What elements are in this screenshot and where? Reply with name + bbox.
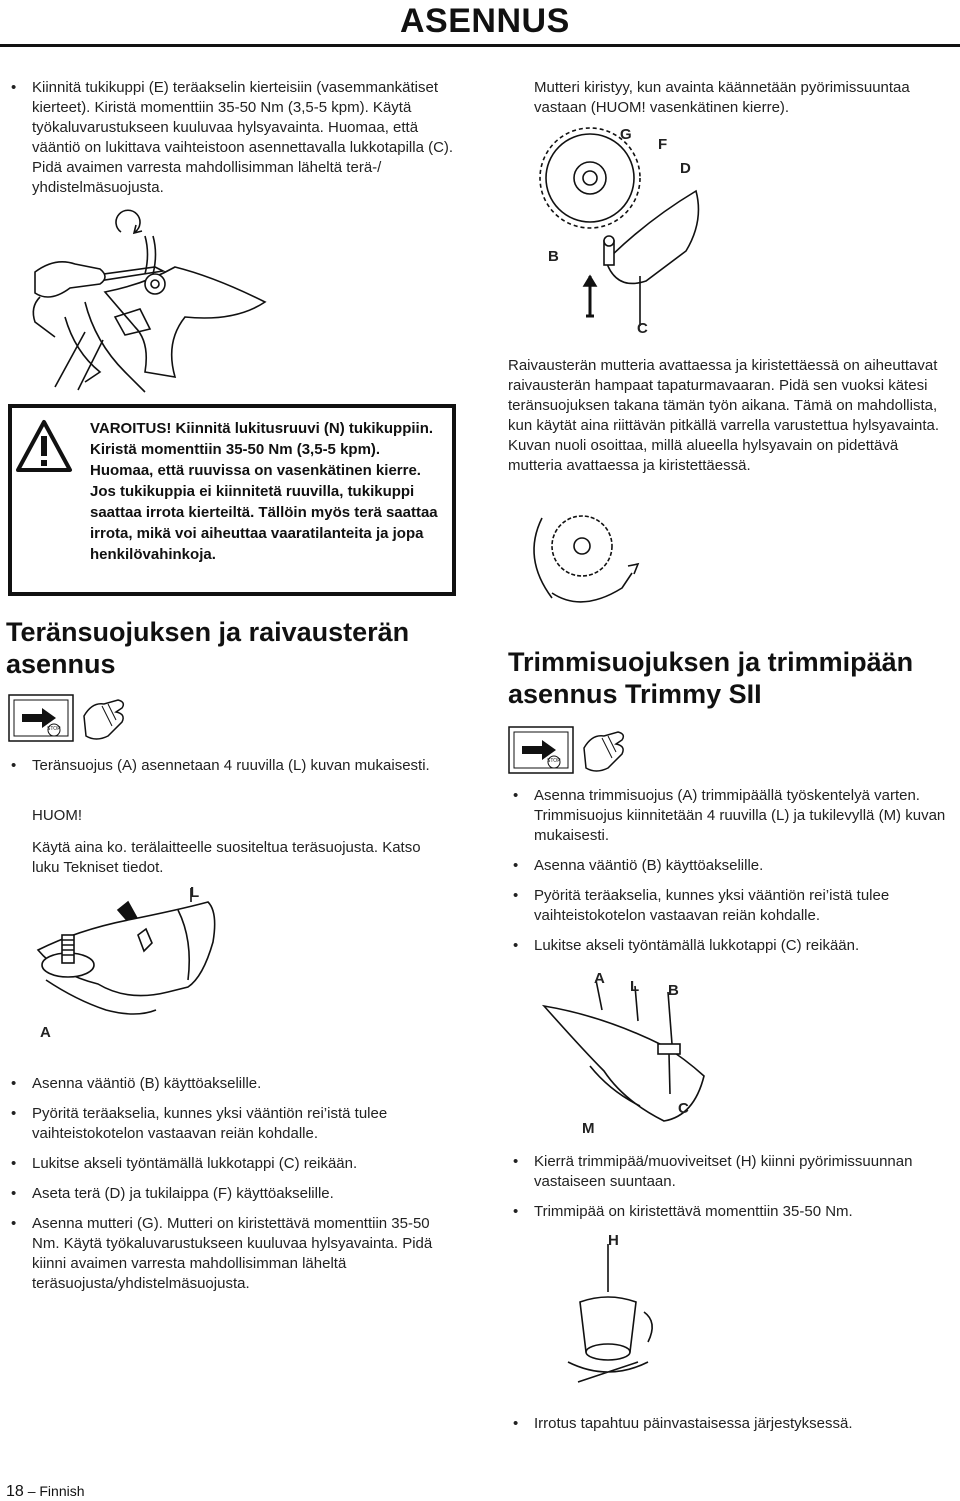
section1-steps (6, 1074, 458, 1294)
fig-label-A: A (594, 970, 605, 987)
stop-glove-icon (8, 694, 134, 744)
section-heading-trimmer: Trimmisuojuksen ja trimmipään asennus Trimmy SII (508, 647, 914, 709)
fig-label-M: M (582, 1120, 595, 1137)
warning-triangle-icon (16, 420, 72, 472)
list-item: • Teränsuojus (A) asennetaan 4 ruuvilla (L) kuvan mukaisesti. (6, 756, 446, 776)
stop-glove-icon (508, 726, 636, 776)
fig-label-L: L (630, 978, 640, 995)
blade-guard-screws-illustration (28, 880, 268, 1030)
trimmer-head-illustration (560, 1232, 680, 1402)
list-item: • Asenna vääntiö (B) käyttöakselille. (6, 1074, 458, 1094)
list-item: • Asenna mutteri (G). Mutteri on kiristettävä momenttiin 35-50 Nm. Käytä työkaluvarustukseen kuuluvaa hylsyavainta. Pidä kiinni avaimen varresta mahdollisimman läheltä teräsuojusta/yhdistelmäsuojusta. (6, 1214, 458, 1294)
stop-label: STOP (47, 726, 61, 732)
left-top-list (6, 78, 454, 198)
page-title: ASENNUS (400, 2, 570, 40)
fig-label-L: L (190, 884, 200, 901)
trimmer-guard-illustration (540, 976, 740, 1126)
section-heading-blade: Teränsuojuksen ja raivausterän asennus (6, 617, 410, 679)
list-item: • Irrotus tapahtuu päinvastaisessa järjestyksessä. (508, 1414, 954, 1434)
right-top-text: Mutteri kiristyy, kun avainta käännetään pyörimissuuntaa vastaan (HUOM! vasenkätinen kierre). (534, 79, 910, 116)
list-item: • Lukitse akseli työntämällä lukkotappi (C) reikään. (6, 1154, 458, 1174)
footer-language: Finnish (39, 1483, 85, 1499)
list-item: • Asenna trimmisuojus (A) trimmipäällä työskentelyä varten. Trimmisuojus kiinnitetään 4 ruuvilla (L) ja tukilevyllä (M) kuvan mukaisesti. (508, 786, 954, 846)
fig-label-C: C (637, 320, 648, 337)
list-item: • Aseta terä (D) ja tukilaippa (F) käyttöakselille. (6, 1184, 458, 1204)
section2-steps2 (508, 1152, 954, 1222)
blade-assembly-illustration (520, 126, 720, 346)
note-heading: HUOM! (32, 807, 82, 824)
fig-label-D: D (680, 160, 691, 177)
list-item: • Lukitse akseli työntämällä lukkotappi (C) reikään. (508, 936, 954, 956)
fig-label-H: H (608, 1232, 619, 1249)
section2-last (508, 1414, 954, 1434)
note-text: Käytä aina ko. terälaitteelle suositeltua teräsuojusta. Katso luku Tekniset tiedot. (32, 839, 421, 876)
page-number: 18 (6, 1483, 24, 1500)
list-item: • Asenna vääntiö (B) käyttöakselille. (508, 856, 954, 876)
warning-text: VAROITUS! Kiinnitä lukitusruuvi (N) tukikuppiin. Kiristä momenttiin 35-50 Nm (3,5-5 kpm). Huomaa, että ruuvissa on vasenkätinen kierre. Jos tukikuppia ei kiinnitetä ruuvilla, tukikuppi saattaa irrota kierteiltä. Tällöin myös terä saattaa irrota, mikä voi aiheuttaa vaaratilanteita ja jopa henkilövahinkoja. (90, 420, 438, 563)
wrench-illustration (25, 222, 275, 392)
page-footer (6, 1483, 85, 1501)
footer-dash: – (27, 1483, 36, 1499)
fig-label-F: F (658, 136, 668, 153)
stop-engine-icon-group (8, 694, 134, 744)
blade-rotation-illustration (512, 498, 662, 618)
fig-label-C: C (678, 1100, 689, 1117)
fig-label-A: A (40, 1024, 51, 1041)
stop-engine-icon-group (508, 726, 636, 776)
fig-label-B: B (548, 248, 559, 265)
list-item: • Kiinnitä tukikuppi (E) teräakselin kierteisiin (vasemmankätiset kierteet). Kiristä momenttiin 35-50 Nm (3,5-5 kpm). Käytä työkaluvarustukseen kuuluvaa hylsyavainta. Huomaa, että vääntiö on lukittava vaihteistoon asennettavalla lukkotapilla (C). Pidä avaimen varresta mahdollisimman läheltä terä-/ yhdistelmäsuojusta. (6, 78, 454, 198)
fig-label-G: G (620, 126, 632, 143)
stop-label: STOP (547, 758, 561, 764)
fig-label-B: B (668, 982, 679, 999)
section1-list (6, 756, 446, 776)
list-item: • Kierrä trimmipää/muoviveitset (H) kiinni pyörimissuunnan vastaiseen suuntaan. (508, 1152, 954, 1192)
right-mid-text: Raivausterän mutteria avattaessa ja kiristettäessä on aiheuttavat raivausterän hampaat tapaturmavaaran. Pidä sen vuoksi kätesi teränsuojuksen takana tämän työn aikana. Tämä on mahdollista, kun käytät aina riittävän pitkällä varrella varustettua hylsyavainta. Kuvan nuoli osoittaa, millä alueella hylsyavain on pidettävä mutteria avattaessa ja kiristettäessä. (508, 357, 940, 474)
list-item: • Pyöritä teräakselia, kunnes yksi vääntiön rei’istä tulee vaihteistokotelon vastaavan reiän kohdalle. (6, 1104, 458, 1144)
header-rule (0, 44, 960, 47)
list-item: • Trimmipää on kiristettävä momenttiin 35-50 Nm. (508, 1202, 954, 1222)
list-item: • Pyöritä teräakselia, kunnes yksi vääntiön rei’istä tulee vaihteistokotelon vastaavan reiän kohdalle. (508, 886, 954, 926)
section2-steps (508, 786, 954, 956)
